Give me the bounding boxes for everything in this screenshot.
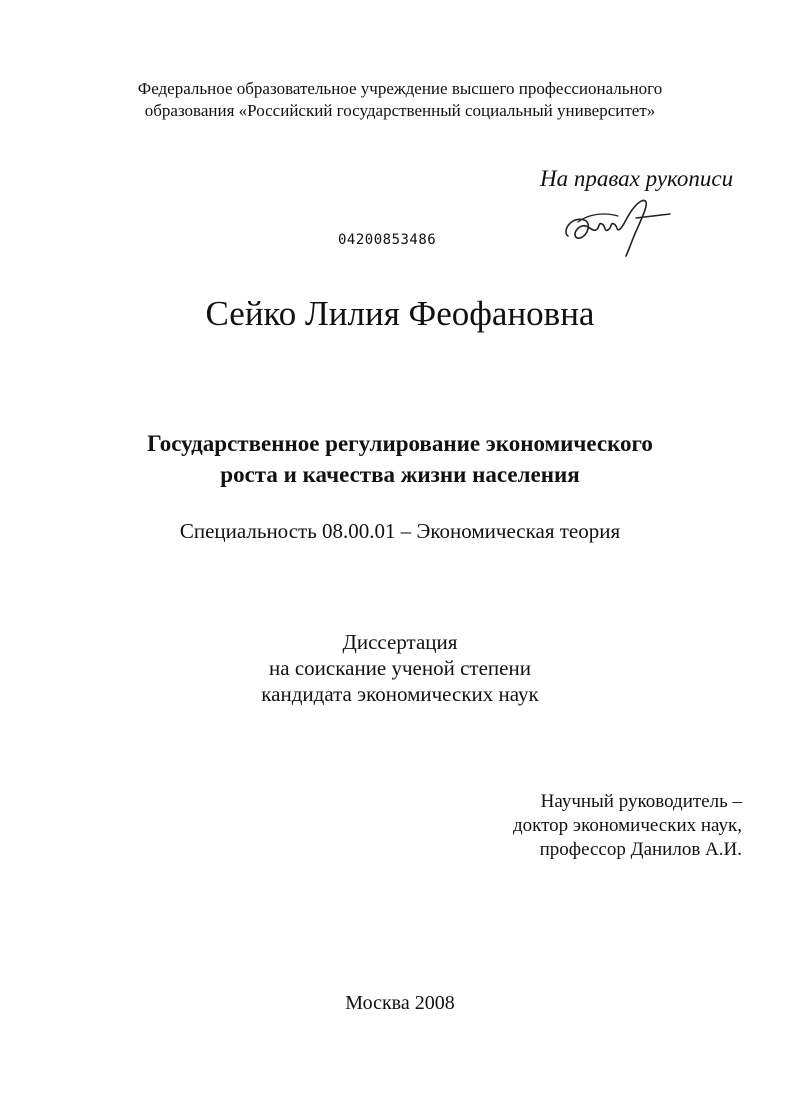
institution-line-1: Федеральное образовательное учреждение высшего профессионального (137, 79, 663, 98)
thesis-title (0, 428, 800, 490)
dissertation-line-2: на соискание ученой степени (269, 656, 531, 680)
institution-line-2: образования «Российский государственный социальный университет» (144, 101, 656, 120)
supervisor-line-3: профессор Данилов А.И. (539, 839, 742, 860)
dissertation-degree (0, 629, 800, 707)
specialty: Специальность 08.00.01 – Экономическая теория (179, 519, 621, 543)
dissertation-line-1: Диссертация (342, 630, 458, 654)
manuscript-note: На правах рукописи (540, 166, 734, 191)
thesis-title-line-2: роста и качества жизни населения (220, 462, 580, 487)
institution-header (0, 78, 800, 122)
document-number: 04200853486 (338, 232, 437, 248)
dissertation-line-3: кандидата экономических наук (261, 682, 539, 706)
supervisor-block (513, 790, 742, 862)
handwritten-signature (558, 192, 678, 260)
supervisor-line-1: Научный руководитель – (540, 791, 742, 812)
supervisor-line-2: доктор экономических наук, (512, 815, 742, 836)
author-name: Сейко Лилия Феофановна (205, 294, 595, 333)
thesis-title-line-1: Государственное регулирование экономического (147, 431, 653, 456)
city-year: Москва 2008 (345, 992, 455, 1014)
